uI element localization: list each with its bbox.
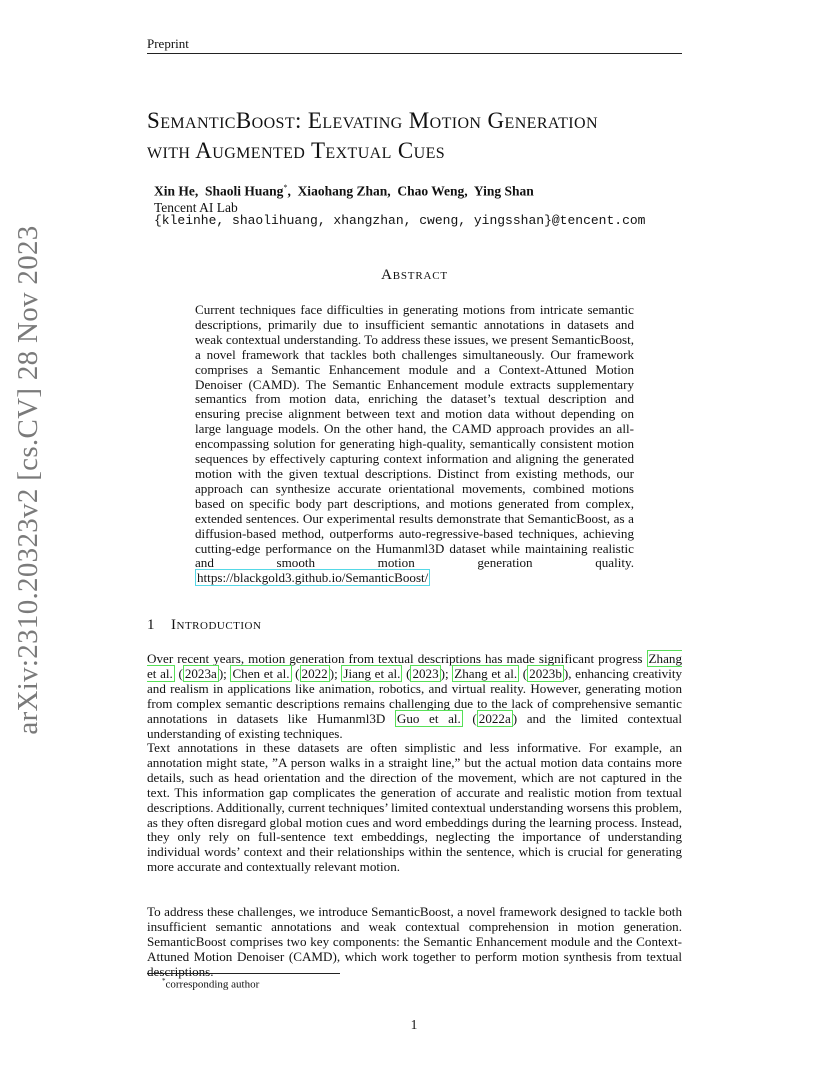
arxiv-identifier: arXiv:2310.20323v2 [cs.CV] 28 Nov 2023 [12, 225, 44, 735]
intro-paragraph-3: To address these challenges, we introduce SemanticBoost, a novel framework designed to tackle both insufficient semantic annotations and weak contextual comprehension in motion generation. SemanticBoost comprises two key components: the Semantic Enhancement module and the Context-Attuned Motion Denoiser (CAMD), which work together to perform motion synthesis from textual descriptions. [147, 904, 682, 979]
title-line-2: with Augmented Textual Cues [147, 138, 446, 163]
text-run: ( [291, 665, 300, 681]
intro-paragraph-1 [147, 652, 682, 741]
footnote-text: corresponding author [165, 978, 260, 991]
header-rule [147, 53, 682, 54]
footnote-rule [147, 973, 340, 974]
abstract-text: Current techniques face difficulties in generating motions from intricate semantic descriptions, primarily due to insufficient semantic annotations in datasets and weak contextual understanding. To address these issues, we present SemanticBoost, a novel framework that tackles both challenges simultaneously. Our framework comprises a Semantic Enhancement module and a Context-Attuned Motion Denoiser (CAMD). The Semantic Enhancement module extracts supplementary semantics from motion data, enriching the dataset’s textual description and ensuring precise alignment between text and motion data without depending on large language models. On the other hand, the CAMD approach provides an all-encompassing solution for generating high-quality, semantically consistent motion sequences by effectively capturing context information and aligning the generated motion with the given textual descriptions. Distinct from existing methods, our approach can synthesize accurate orientational movements, combined motions based on specific body part descriptions, and motions generated from complex, extended sentences. Our experimental results demonstrate that SemanticBoost, as a diffusion-based method, outperforms auto-regressive-based techniques, achieving cutting-edge performance on the Humanml3D dataset while maintaining realistic and smooth motion generation quality. [195, 302, 634, 571]
project-link[interactable]: https://blackgold3.github.io/SemanticBoost/ [197, 570, 429, 586]
author-emails: {kleinhe, shaolihuang, xhangzhan, cweng, yingsshan}@tencent.com [154, 213, 646, 228]
citation-link[interactable]: Guo et al. [396, 710, 461, 726]
author-name: Xiaohang Zhan [297, 183, 388, 199]
section-heading [147, 617, 261, 634]
text-run: ); [218, 665, 231, 681]
author-name: Shaoli Huang [205, 183, 284, 199]
page-number: 1 [410, 1017, 418, 1032]
author-list: Xin He, Shaoli Huang*, Xiaohang Zhan, Chao Weng, Ying Shan [154, 183, 534, 199]
text-run: ); [440, 665, 453, 681]
running-header: Preprint [147, 36, 189, 51]
text-run: ), enhancing creativity and realism in applications like animation, robotics, and virtual reality. However, generating motion from complex semantic descriptions remains challenging due to the lack of comprehensive semantic annotations in datasets like Humanml3D [147, 665, 683, 726]
author-name: Ying Shan [473, 183, 534, 199]
citation-link[interactable]: 2022a [478, 710, 511, 726]
author-mark: * [283, 183, 288, 192]
text-run: ( [402, 665, 411, 681]
intro-paragraph-2: Text annotations in these datasets are often simplistic and less informative. For example, an annotation might state, ”A person walks in a straight line,” but the actual motion data contains more details, such as head orientation and the direction of the movement, which are not captured in the text. This information gap complicates the generation of accurate and realistic motion from textual descriptions. Additionally, current techniques’ limited contextual understanding worsens this problem, as they often disregard global motion cues and word embeddings during the learning process. Instead, they only rely on full-sentence text embeddings, neglecting the importance of understanding individual words’ context and their relationships within the sentence, which is crucial for generating more accurate and contextually relevant motion. [147, 740, 682, 875]
text-run: ); [329, 665, 342, 681]
citation-link[interactable]: Zhang et al. [454, 665, 518, 681]
citation-link[interactable]: Chen et al. [232, 665, 290, 681]
citation-link[interactable]: Jiang et al. [343, 665, 401, 681]
text-run: ( [519, 665, 528, 681]
abstract-body [195, 303, 634, 586]
footnote [162, 977, 259, 991]
affiliation: Tencent AI Lab [154, 200, 238, 215]
section-title: Introduction [171, 617, 262, 633]
citation-link[interactable]: 2022 [301, 665, 328, 681]
title-line-1: SemanticBoost: Elevating Motion Generation [147, 108, 598, 133]
text-run: ( [462, 710, 477, 726]
citation-link[interactable]: 2023a [184, 665, 217, 681]
author-name: Xin He [154, 183, 195, 199]
citation-link[interactable]: 2023 [412, 665, 439, 681]
footnote-mark: * [162, 977, 166, 985]
text-run: Over recent years, motion generation from textual descriptions has made significant progress [147, 651, 647, 666]
citation-link[interactable]: Zhang et al. [147, 651, 682, 681]
text-run: ) and the limited contextual understanding of existing techniques. [147, 710, 682, 741]
abstract-heading: Abstract [381, 267, 448, 283]
paper-title [147, 106, 707, 166]
citation-link[interactable]: 2023b [529, 665, 562, 681]
author-name: Chao Weng [397, 183, 465, 199]
text-run: ( [174, 665, 183, 681]
section-number: 1 [147, 617, 155, 633]
